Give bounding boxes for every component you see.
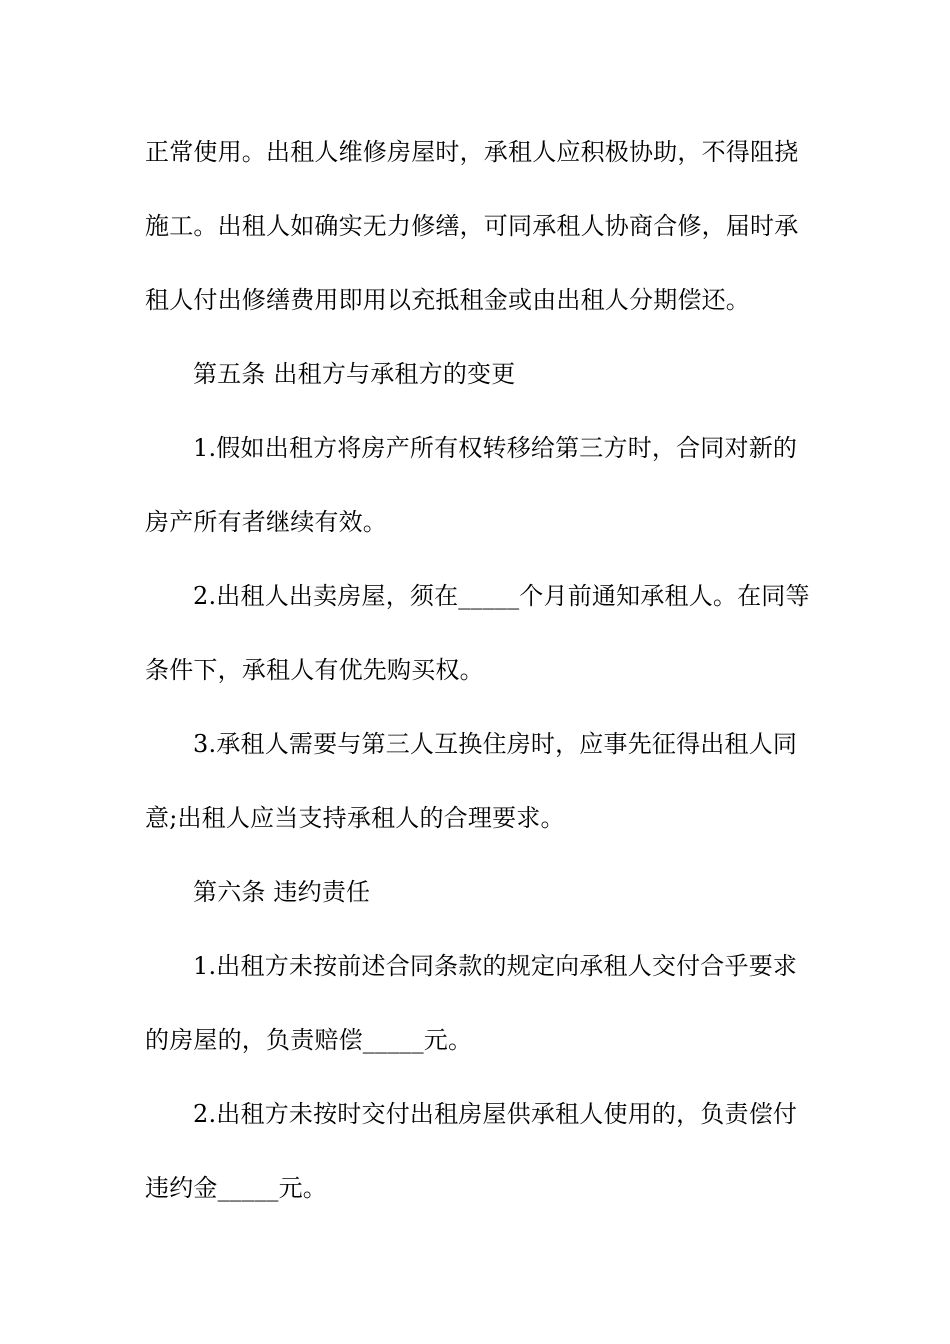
clause-line: 1.出租方未按前述合同条款的规定向承租人交付合乎要求 — [193, 952, 798, 980]
paragraph-line: 施工。出租人如确实无力修缮，可同承租人协商合修，届时承 — [145, 212, 799, 240]
paragraph-line: 租人付出修缮费用即用以充抵租金或由出租人分期偿还。 — [145, 286, 750, 314]
clause-line: 1.假如出租方将房产所有权转移给第三方时，合同对新的 — [193, 434, 798, 462]
clause-line: 2.出租方未按时交付出租房屋供承租人使用的，负责偿付 — [193, 1100, 798, 1128]
paragraph-line: 条件下，承租人有优先购买权。 — [145, 656, 484, 684]
clause-line: 3.承租人需要与第三人互换住房时，应事先征得出租人同 — [193, 730, 798, 758]
paragraph-line: 房产所有者继续有效。 — [145, 508, 387, 536]
article-heading: 第五条 出租方与承租方的变更 — [193, 360, 516, 388]
paragraph-line: 意;出租人应当支持承租人的合理要求。 — [145, 804, 565, 832]
paragraph-line: 正常使用。出租人维修房屋时，承租人应积极协助，不得阻挠 — [145, 138, 799, 166]
article-heading: 第六条 违约责任 — [193, 878, 371, 906]
paragraph-line: 违约金_____元。 — [145, 1174, 327, 1202]
paragraph-line: 的房屋的，负责赔偿_____元。 — [145, 1026, 473, 1054]
clause-line: 2.出租人出卖房屋，须在_____个月前通知承租人。在同等 — [193, 582, 810, 610]
